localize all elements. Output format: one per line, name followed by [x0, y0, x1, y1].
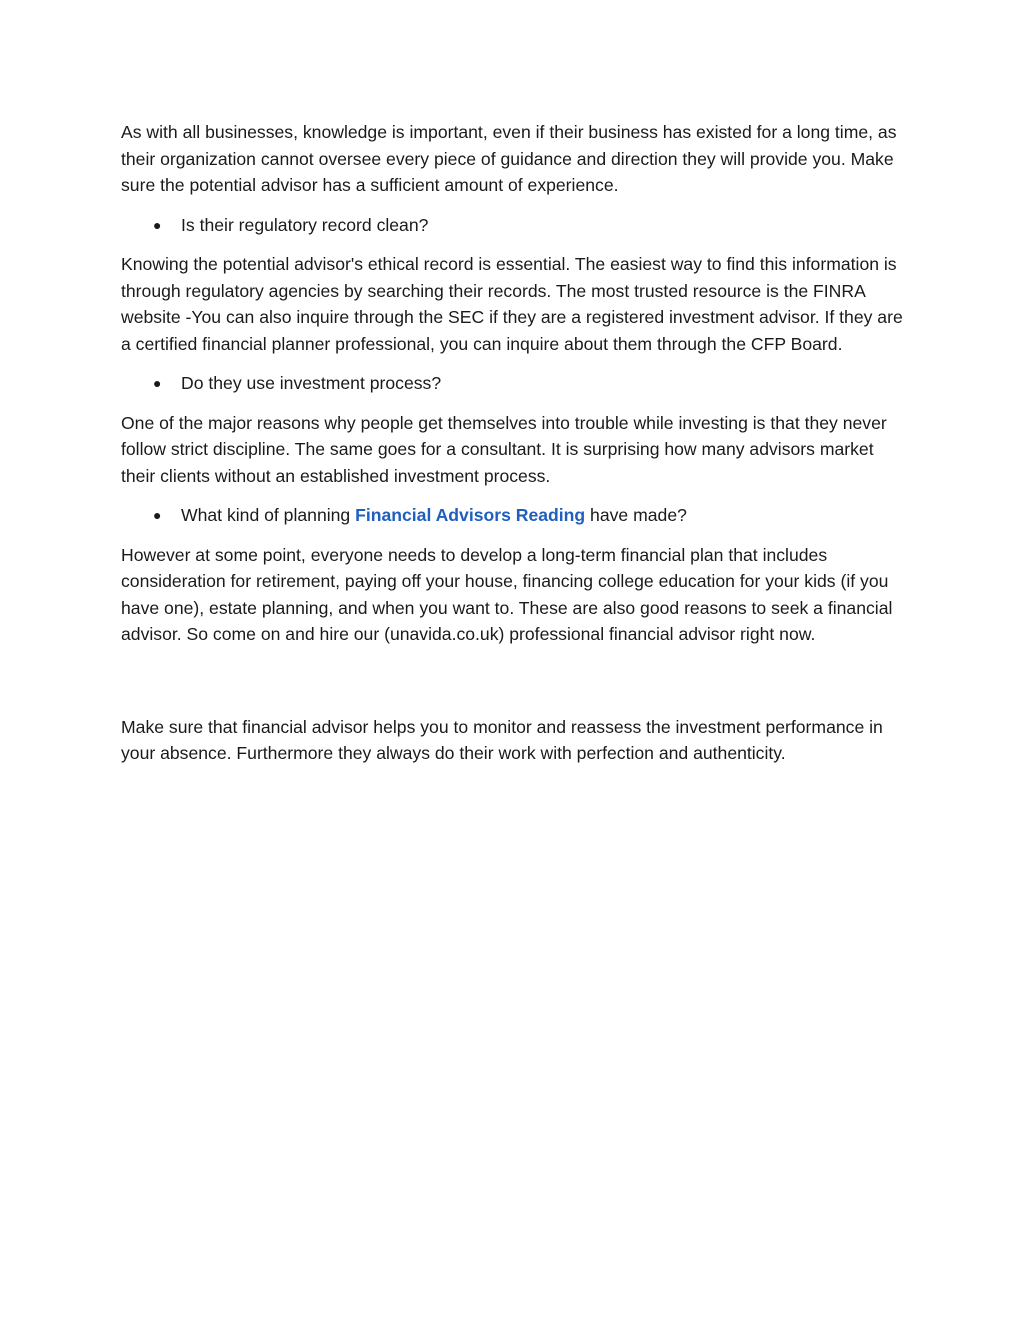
paragraph-long-term-plan: However at some point, everyone needs to develop a long-term financial plan that includes consideration for retirement, paying off your house, financing college education for your kids (if you have one), estate planning, and when you want to. These are also good reasons to seek a financial advisor. So come on and hire our (unavida.co.uk) professional financial advisor right now. — [121, 544, 893, 644]
spacer — [121, 661, 911, 714]
bullet-dot-icon: ● — [153, 507, 162, 523]
bullet-regulatory-record — [121, 212, 911, 239]
bullet-dot-icon: ● — [153, 216, 162, 233]
bullet-text: Do they use investment process? — [181, 373, 442, 393]
bullet-dot-icon: ● — [153, 375, 162, 391]
bullet-text: Is their regulatory record clean? — [181, 214, 429, 235]
bullet-investment-process — [121, 370, 911, 397]
document-page — [121, 119, 911, 780]
bullet-planning — [121, 502, 911, 529]
paragraph-discipline: One of the major reasons why people get themselves into trouble while investing is that they never follow strict discipline. The same goes for a consultant. It is surprising how many advisors market their clients without an established investment process. — [121, 412, 887, 486]
paragraph-ethical-record: Knowing the potential advisor's ethical record is essential. The easiest way to find this information is through regulatory agencies by searching their records. The most trusted resource is the FINRA website -You can also inquire through the SEC if they are a registered investment advisor. If they are a certified financial planner professional, you can inquire about them through the CFP Board. — [121, 254, 903, 354]
paragraph-monitor-performance: Make sure that financial advisor helps you to monitor and reassess the investment performance in your absence. Furthermore they always do their work with perfection and authenticity. — [121, 716, 883, 763]
bullet-text-before: What kind of planning — [181, 505, 356, 525]
bullet-text-after: have made? — [585, 505, 687, 525]
paragraph-experience: As with all businesses, knowledge is important, even if their business has existed for a long time, as their organization cannot oversee every piece of guidance and direction they will provide you. Make sure the potential advisor has a sufficient amount of experience. — [121, 122, 897, 195]
financial-advisors-reading-link[interactable]: Financial Advisors Reading — [355, 505, 586, 525]
